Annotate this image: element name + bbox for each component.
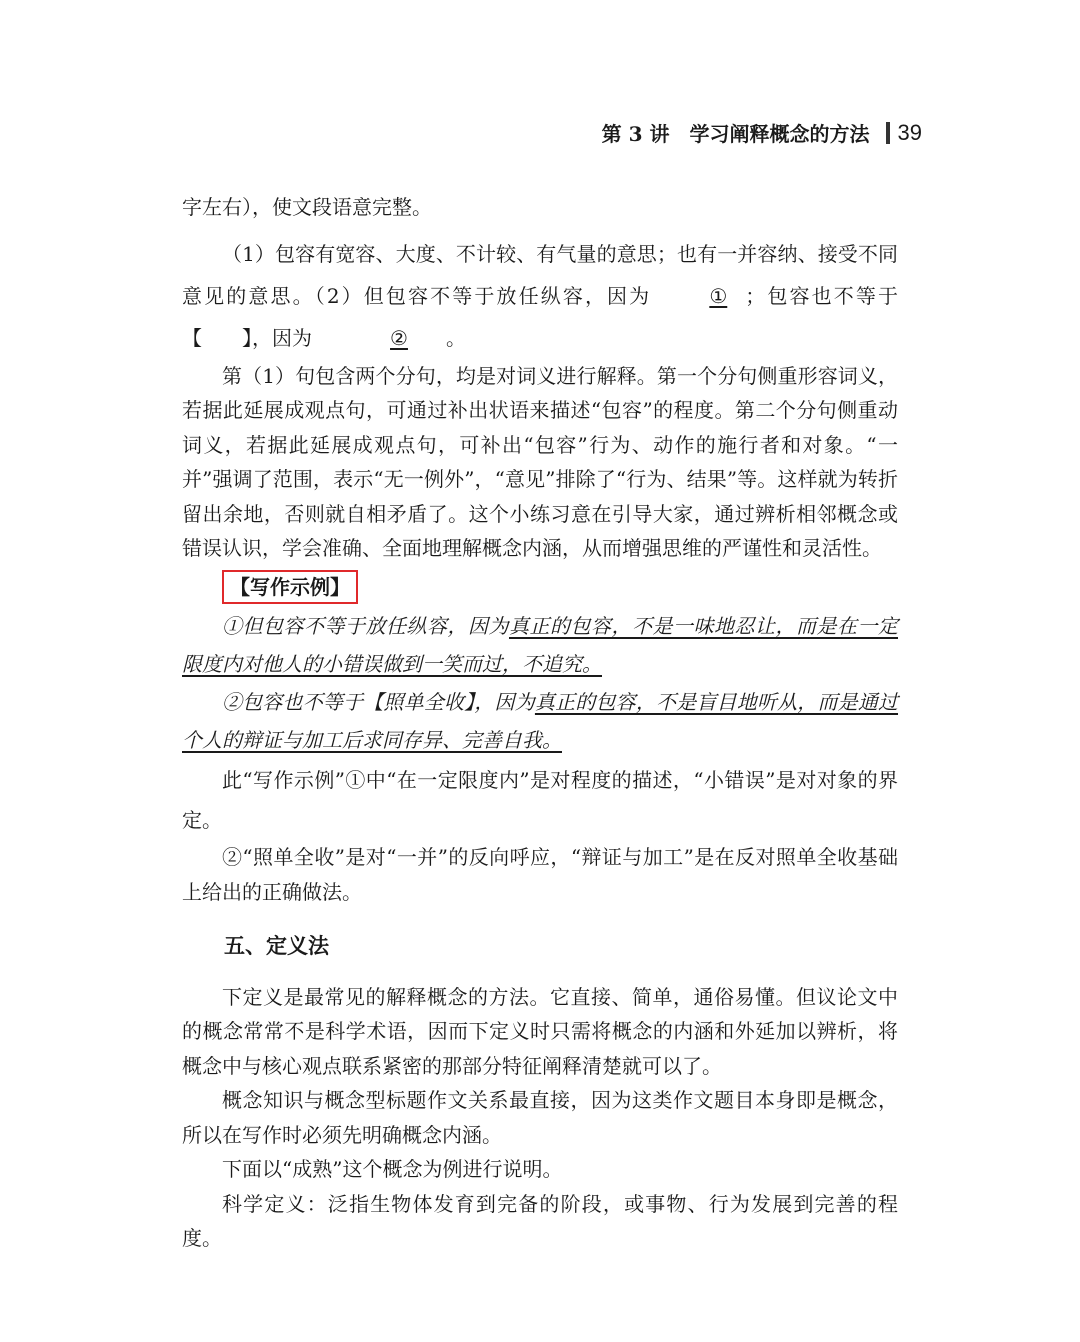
example-text: ①但包容不等于放任纵容，因为 [222,616,509,638]
paragraph: 科学定义：泛指生物体发育到完备的阶段，或事物、行为发展到完善的程度。 [182,1191,898,1250]
example-title: 【写作示例】 [222,570,358,604]
exercise-text: ；包容也不等于【 】，因为 [182,283,898,350]
exercise-text: 。 [446,325,466,350]
example-underlined: 真正的包容，不是盲目地听从，而是通过个人的辩证与加工后求同存异、完善自我。 [182,692,899,752]
blank-2: ② [390,325,408,350]
example-underlined: 真正的包容，不是一味地忍让，而是在一定限度内对他人的小错误做到一笑而过，不追究。 [182,616,898,676]
chapter-title: 第 3 讲 学习阐释概念的方法 [601,122,870,146]
paragraph: 字左右），使文段语意完整。 [182,195,432,219]
paragraph: 概念知识与概念型标题作文关系最直接，因为这类作文题目本身即是概念，所以在写作时必须先明确概念内涵。 [182,1088,898,1147]
exercise-text: （1）包容有宽容、大度、不计较、有气量的意思；也有一并容纳、接受不同意见的意思。（2）但包容不等于放任纵容，因为 [182,241,898,308]
section-heading: 五、定义法 [224,934,329,958]
exercise-paragraph [182,233,898,359]
page-body [182,190,898,1256]
example-text: ②包容也不等于【照单全收】，因为 [222,692,535,714]
header-divider [886,122,890,144]
example-1 [182,608,898,684]
paragraph: ②“照单全收”是对“一并”的反向呼应，“辩证与加工”是在反对照单全收基础上给出的正确做法。 [182,845,898,904]
analysis-paragraph: 第（1）句包含两个分句，均是对词义进行解释。第一个分句侧重形容词义，若据此延展成观点句，可通过补出状语来描述“包容”的程度。第二个分句侧重动词义，若据此延展成观点句，可补出“包容”行为、动作的施行者和对象。“一并”强调了范围，表示“无一例外”，“意见”排除了“行为、结果”等。这样就为转折留出余地，否则就自相矛盾了。这个小练习意在引导大家，通过辨析相邻概念或错误认识，学会准确、全面地理解概念内涵，从而增强思维的严谨性和灵活性。 [182,363,898,560]
blank-1: ① [709,283,728,308]
page-header [602,118,922,147]
page-number: 39 [897,119,922,145]
paragraph: 此“写作示例”①中“在一定限度内”是对程度的描述，“小错误”是对对象的界定。 [182,768,898,832]
example-title-row [182,570,898,605]
paragraph: 下定义是最常见的解释概念的方法。它直接、简单，通俗易懂。但议论文中的概念常常不是科学术语，因而下定义时只需将概念的内涵和外延加以辨析，将概念中与核心观点联系紧密的那部分特征阐释清楚就可以了。 [182,984,898,1078]
example-2 [182,684,898,760]
paragraph: 下面以“成熟”这个概念为例进行说明。 [222,1157,563,1181]
